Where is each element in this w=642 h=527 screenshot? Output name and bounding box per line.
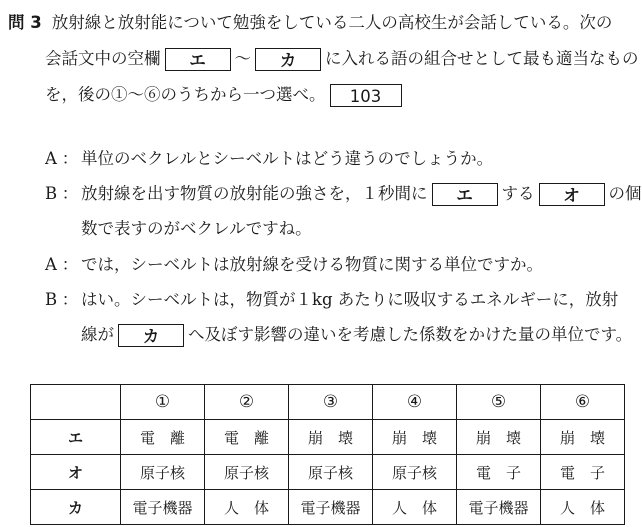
question-text-2a: 会話文中の空欄 [45, 49, 161, 68]
speaker-b: B [45, 290, 58, 309]
table-cell: 原子核 [121, 455, 205, 490]
dialogue-a1-text: 単位のベクレルとシーベルトはどう違うのでしょうか。 [81, 149, 494, 168]
speaker-a: A [45, 149, 57, 168]
table-cell: 人 体 [541, 490, 625, 525]
table-cell: 電 子 [457, 455, 541, 490]
table-cell: 原子核 [205, 455, 289, 490]
table-header-row [31, 385, 625, 420]
tilde: ～ [234, 49, 251, 68]
dialogue-a1 [45, 148, 493, 170]
dialogue-b2-line1-text: はい。シーベルトは，物質が１kg あたりに吸収するエネルギーに，放射 [81, 290, 619, 309]
blank-box-ka-inline: カ [118, 324, 184, 347]
choice-header: ⑥ [541, 385, 625, 420]
choice-header: ③ [289, 385, 373, 420]
row-label: エ [31, 420, 121, 455]
table-corner-cell [31, 385, 121, 420]
question-text-1: 放射線と放射能について勉強をしている二人の高校生が会話している。次の [51, 13, 613, 32]
question-number: 問 3 [8, 13, 42, 32]
table-cell: 原子核 [373, 455, 457, 490]
table-cell: 崩 壊 [289, 420, 373, 455]
table-cell: 電子機器 [121, 490, 205, 525]
question-text-2b: に入れる語の組合せとして最も適当なもの [325, 49, 639, 68]
choice-header: ② [205, 385, 289, 420]
colon: ： [61, 184, 79, 203]
dialogue-b1-part1: 放射線を出す物質の放射能の強さを，１秒間に [81, 184, 428, 203]
table-row [31, 455, 625, 490]
choice-header: ④ [373, 385, 457, 420]
dialogue-b2-line2 [81, 324, 632, 347]
colon: ： [61, 255, 79, 274]
row-label: オ [31, 455, 121, 490]
dialogue-b1-line1 [45, 183, 642, 206]
blank-box-ka: カ [255, 48, 321, 71]
question-text-3: を，後の①～⑥のうちから一つ選べ。 [45, 85, 326, 104]
dialogue-b1-part2: する [501, 184, 535, 203]
table-cell: 人 体 [205, 490, 289, 525]
table-cell: 崩 壊 [457, 420, 541, 455]
table-cell: 電子機器 [457, 490, 541, 525]
table-cell: 電 子 [541, 455, 625, 490]
colon: ： [61, 290, 79, 309]
table-row [31, 490, 625, 525]
dialogue-b1-part3: の個 [608, 184, 642, 203]
table-cell: 崩 壊 [541, 420, 625, 455]
speaker-b: B [45, 184, 58, 203]
blank-box-o-inline: オ [539, 183, 605, 206]
choice-header: ① [121, 385, 205, 420]
dialogue-b1-line2 [81, 218, 312, 240]
colon: ： [61, 149, 79, 168]
row-label: カ [31, 490, 121, 525]
answer-choices-table [30, 384, 625, 525]
dialogue-b2-line1 [45, 289, 618, 311]
table-cell: 崩 壊 [373, 420, 457, 455]
dialogue-b2-line2b: へ及ぼす影響の違いを考慮した係数をかけた量の単位です。 [188, 325, 633, 344]
blank-box-e: エ [165, 48, 231, 71]
table-row [31, 420, 625, 455]
table-cell: 電 離 [121, 420, 205, 455]
dialogue-b2-line2a: 線が [81, 325, 114, 344]
question-line-2 [45, 48, 639, 71]
question-line-3 [45, 84, 406, 107]
question-line-1 [8, 12, 612, 34]
choice-header: ⑤ [457, 385, 541, 420]
table-cell: 人 体 [373, 490, 457, 525]
blank-box-e-inline: エ [432, 183, 498, 206]
table-cell: 電 離 [205, 420, 289, 455]
dialogue-a2-text: では，シーベルトは放射線を受ける物質に関する単位ですか。 [81, 255, 543, 274]
table-cell: 原子核 [289, 455, 373, 490]
dialogue-b1-line2-text: 数で表すのがベクレルですね。 [81, 219, 312, 238]
table-cell: 電子機器 [289, 490, 373, 525]
dialogue-a2 [45, 254, 543, 276]
speaker-a: A [45, 255, 57, 274]
answer-number-box: 103 [330, 84, 402, 107]
